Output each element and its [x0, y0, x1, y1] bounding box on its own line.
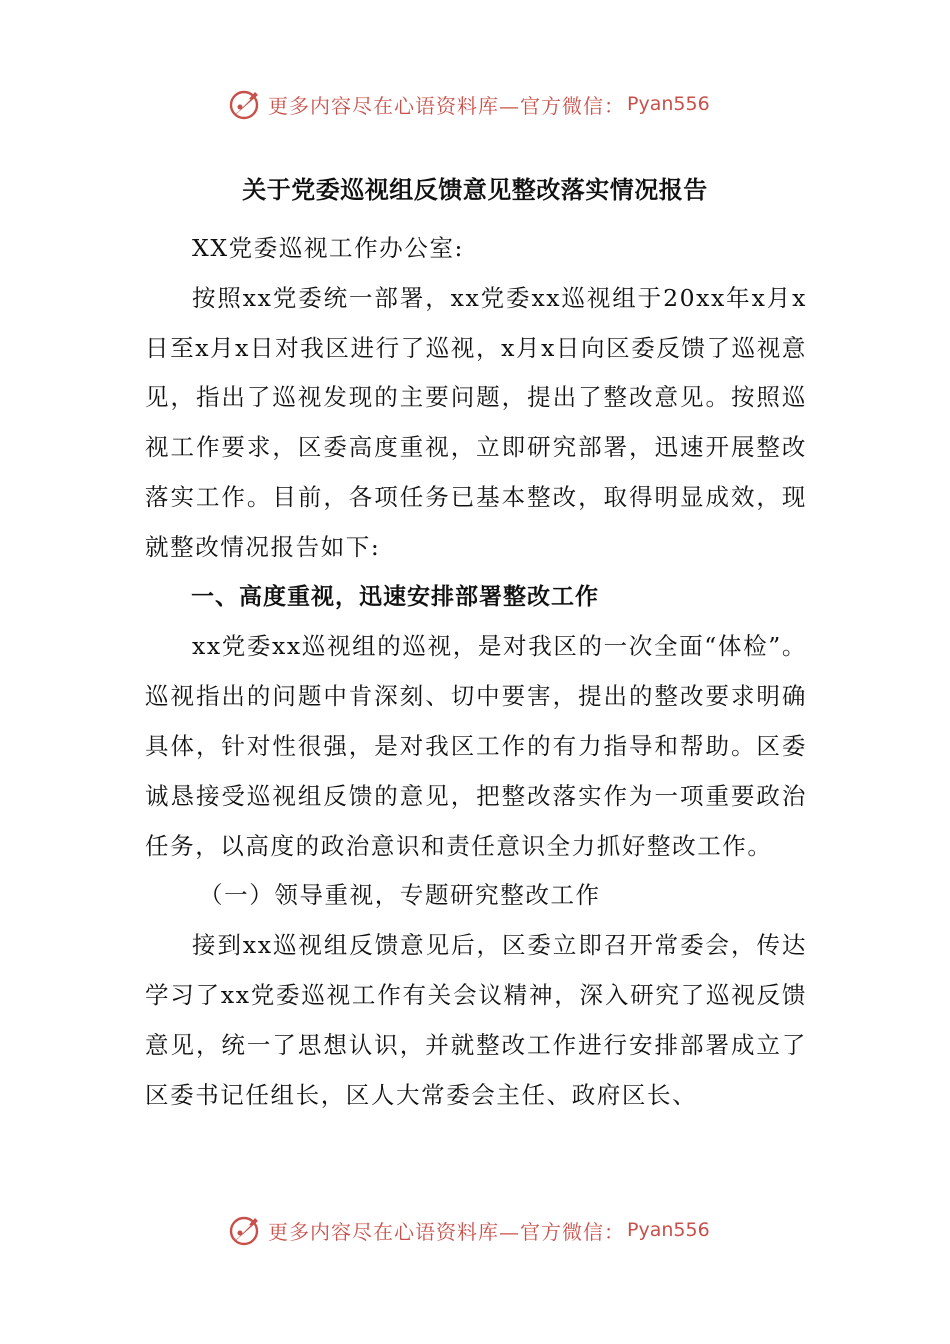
header-banner: [228, 84, 748, 124]
section-heading-1: 一、高度重视，迅速安排部署整改工作: [191, 583, 599, 610]
banner-wechat-id: Pyan556: [627, 1219, 710, 1241]
banner-wechat-id: Pyan556: [627, 93, 710, 115]
banner-text: 更多内容尽在心语资料库—官方微信：: [268, 1219, 625, 1244]
paragraph-2: xx党委xx巡视组的巡视，是对我区的一次全面“体检”。巡视指出的问题中肯深刻、切中要害，提出的整改要求明确具体，针对性很强，是对我区工作的有力指导和帮助。区委诚恳接受巡视组反馈的意见，把整改落实作为一项重要政治任务，以高度的政治意识和责任意识全力抓好整改工作。: [145, 632, 807, 860]
document-title: 关于党委巡视组反馈意见整改落实情况报告: [242, 176, 708, 204]
quill-logo-icon: [228, 87, 262, 121]
banner-text: 更多内容尽在心语资料库—官方微信：: [268, 93, 625, 118]
footer-banner: [228, 1210, 748, 1250]
paragraph-3: 接到xx巡视组反馈意见后，区委立即召开常委会，传达学习了xx党委巡视工作有关会议精神，深入研究了巡视反馈意见，统一了思想认识，并就整改工作进行安排部署成立了区委书记任组长，区人大常委会主任、政府区长、: [145, 931, 807, 1109]
subsection-heading-1: （一）领导重视，专题研究整改工作: [199, 881, 601, 910]
document-body: [145, 224, 807, 1120]
salutation: XX党委巡视工作办公室:: [192, 234, 465, 262]
quill-logo-icon: [228, 1213, 262, 1247]
paragraph-1: 按照xx党委统一部署，xx党委xx巡视组于20xx年x月x日至x月x日对我区进行了巡视，x月x日向区委反馈了巡视意见，指出了巡视发现的主要问题，提出了整改意见。按照巡视工作要求，区委高度重视，立即研究部署，迅速开展整改落实工作。目前，各项任务已基本整改，取得明显成效，现就整改情况报告如下:: [145, 283, 807, 561]
